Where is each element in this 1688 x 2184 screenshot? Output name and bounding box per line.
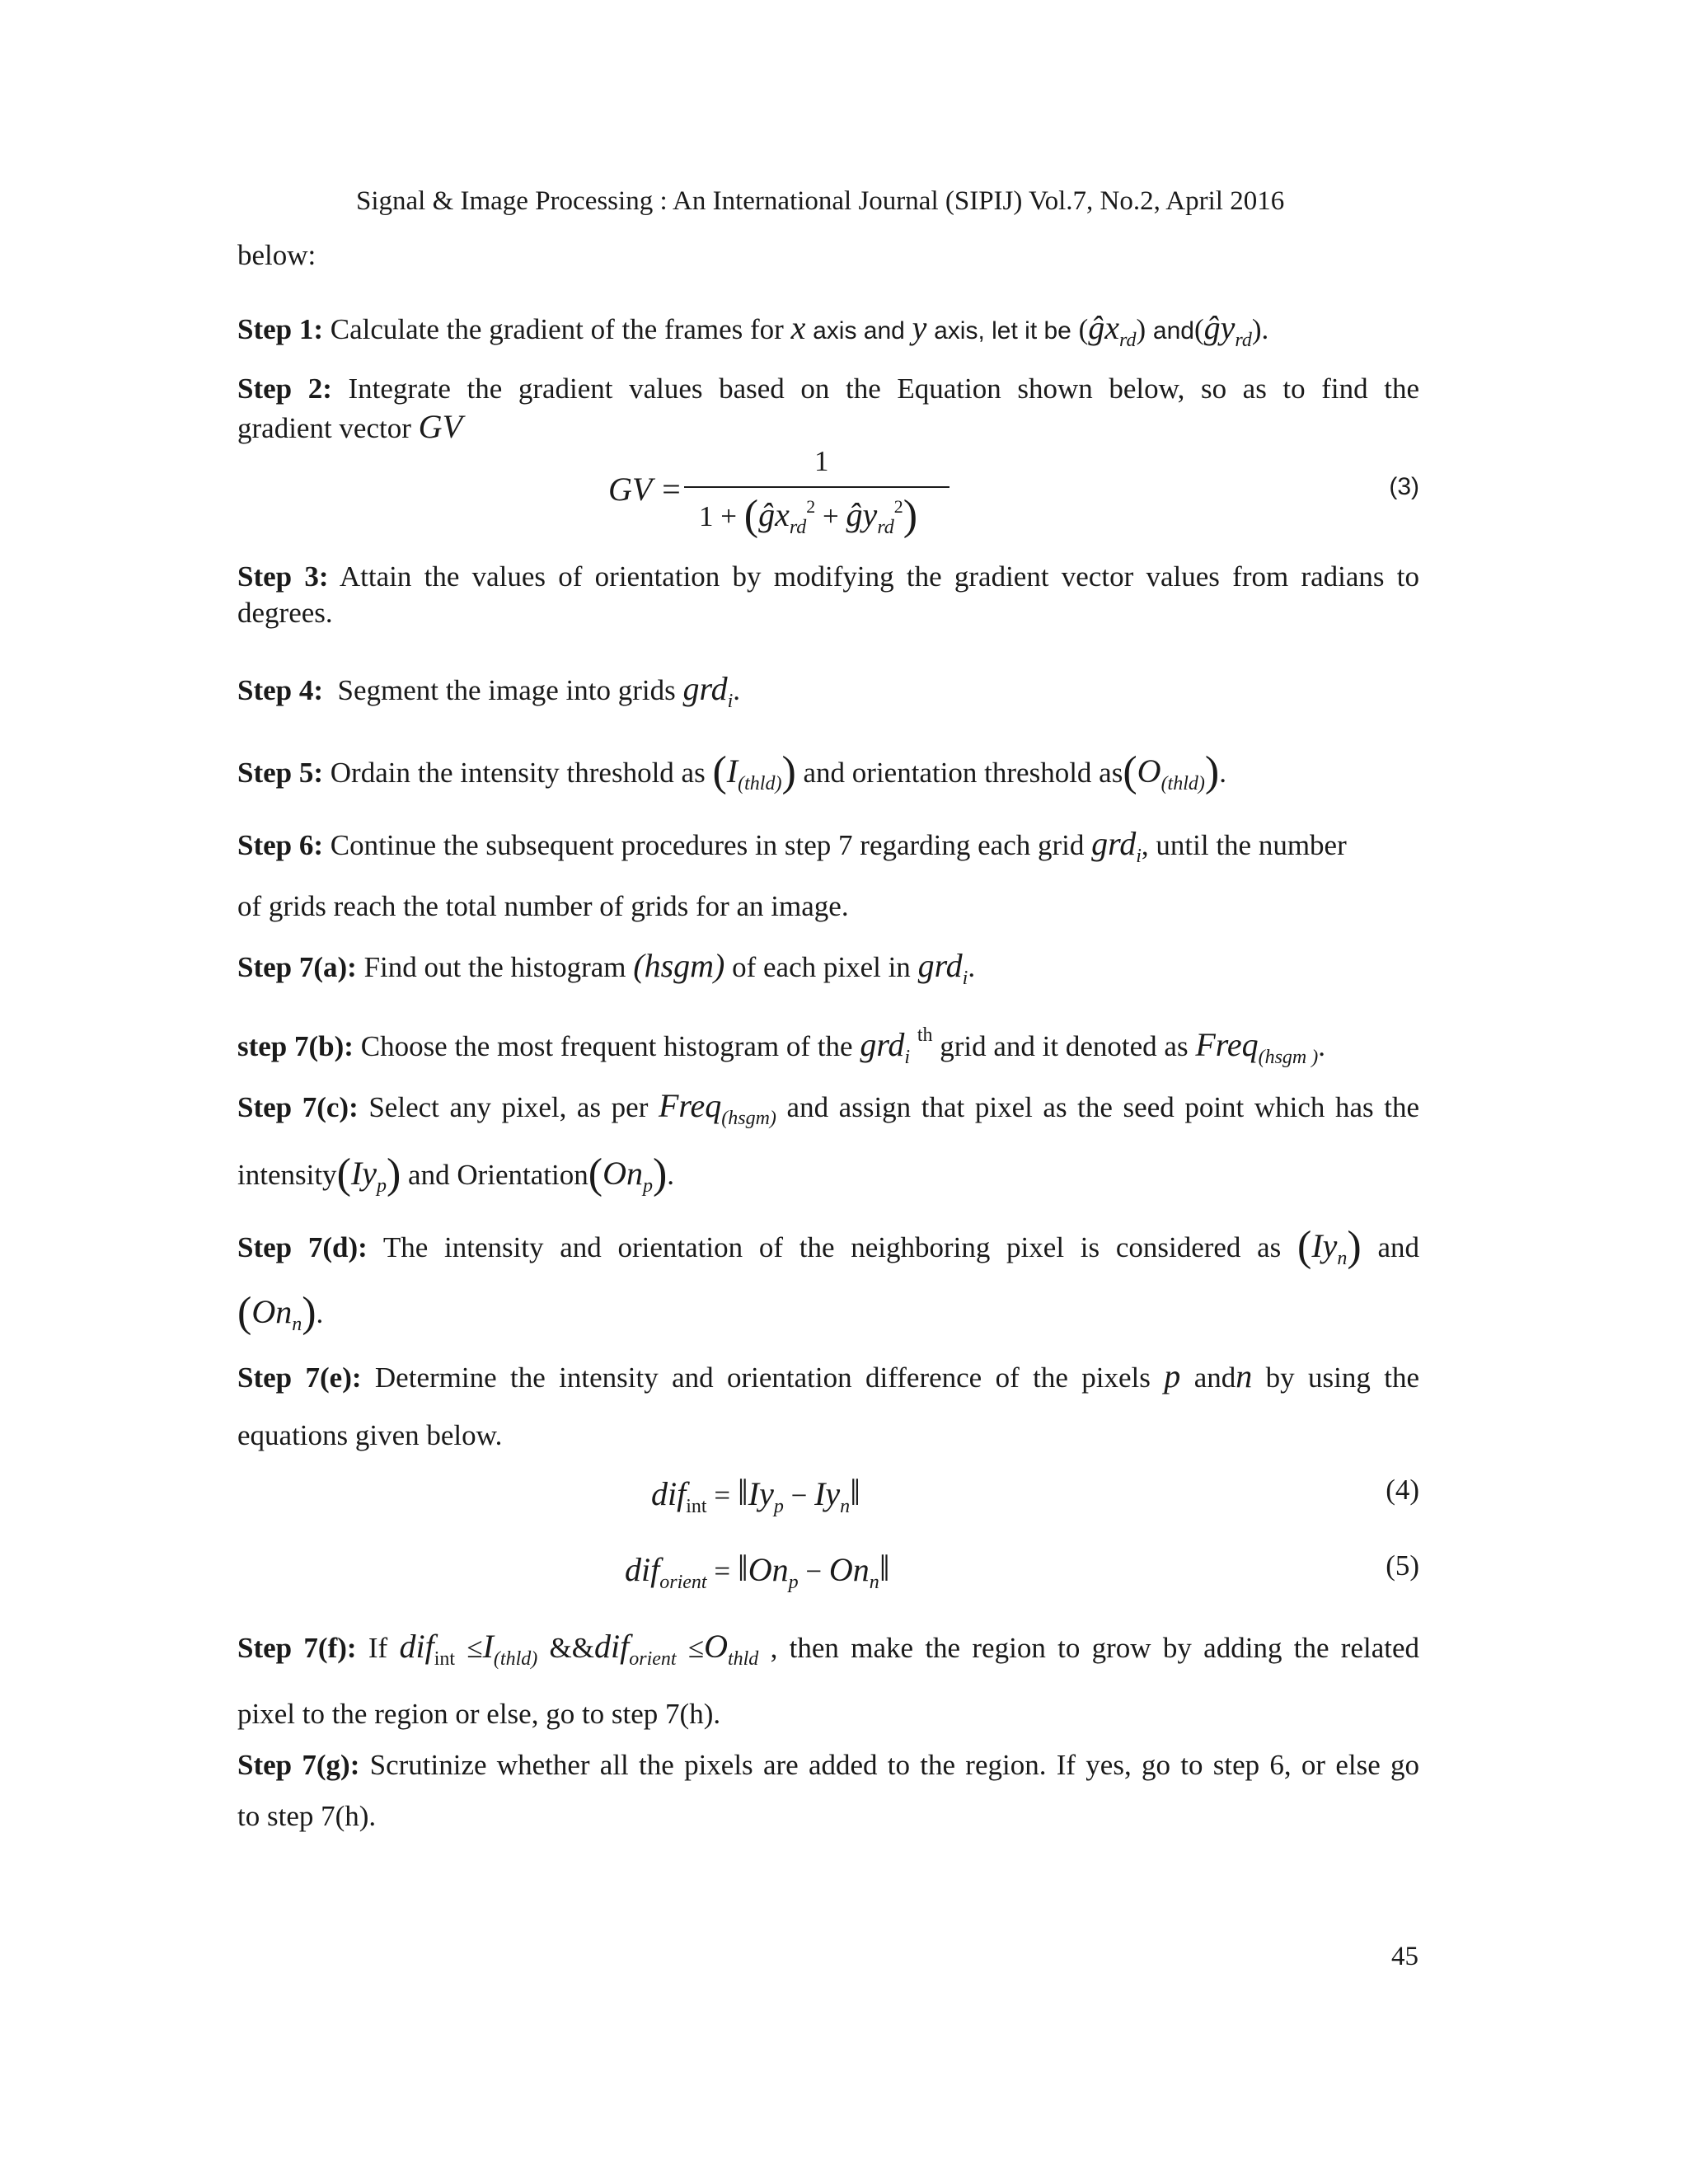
step-label: Step 7(e): (237, 1361, 362, 1394)
step-label: Step 4: (237, 674, 324, 706)
step-label: step 7(b): (237, 1030, 354, 1062)
page-number: 45 (1391, 1942, 1418, 1971)
eq-numerator: 1 (814, 445, 829, 477)
step-7c-line-2: $intensity(Iy_p)$ and $Orientation(On_p)$. (237, 1151, 675, 1197)
step-7e-line-2: equations given below. (237, 1419, 503, 1451)
step-label: Step 7(a): (237, 951, 357, 983)
step-7f-line-2: pixel to the region or else, go to step 7(h). (237, 1698, 721, 1730)
step-label: Step 2: (237, 373, 332, 405)
step-7d-line-2: $(On_n)$. (237, 1289, 324, 1336)
step-label: Step 3: (237, 560, 329, 593)
step-6-line-2: of grids reach the total number of grids for an image. (237, 890, 849, 922)
step-label: Step 7(f): (237, 1632, 357, 1664)
equation-5: $dif_{orient} = ‖On_p$ − $On_n‖$ (5) (625, 1547, 1419, 1593)
step-3-line-2: degrees. (237, 597, 333, 629)
step-5: Step 5: Ordain the intensity threshold as $(I_{(thld)})$ and orientation threshold $as(O_{(thld)})$. (237, 748, 1226, 795)
step-7d-line-1: Step 7(d): The intensity and orientation of the neighboring pixel is considered as $(Iy_n)$ and (237, 1223, 1420, 1270)
step-1: Step 1: Calculate the gradient of the frames for x axis and y axis, let it be $(ĝx_{rd})$ $and(ĝy_{rd})$. (237, 309, 1269, 351)
step-7a: Step 7(a): Find out the histogram (hsgm) of each pixel in grd$_i$. (237, 947, 976, 989)
step-7g-line-1: Step 7(g): Scrutinize whether all the pixels are added to the region. If yes, go to step 6, or else go (237, 1749, 1420, 1781)
intro-text: below: (237, 239, 316, 271)
step-2-line-2: gradient vector GV (237, 408, 462, 445)
equation-3 (608, 445, 1419, 552)
eq-number: (5) (1386, 1549, 1419, 1582)
eq-number: (3) (1389, 473, 1419, 500)
step-label: Step 7(g): (237, 1749, 360, 1781)
step-7f-line-1: Step 7(f): If $dif_{int} \le I_{(thld)}$ &&dif$_{orient}$ $\le O_{thld}$ , then make the region to grow by adding the related (237, 1628, 1420, 1670)
step-label: Step 7(d): (237, 1231, 368, 1263)
step-6-line-1: Step 6: Continue the subsequent procedures in step 7 regarding each grid grd$_i$, until the number (237, 825, 1347, 867)
step-7e-line-1: Step 7(e): Determine the intensity and orientation difference of the pixels p andn by using the (237, 1357, 1420, 1394)
step-label: Step 7(c): (237, 1091, 359, 1123)
step-7b: step 7(b): Choose the most frequent histogram of the grd$_i$ $^{th}$ grid and it denoted as Freq$_{(hsgm )}$. (237, 1024, 1325, 1068)
step-3-line-1: Step 3: Attain the values of orientation by modifying the gradient vector values from radians to (237, 560, 1419, 593)
step-label: Step 5: (237, 757, 324, 789)
eq-lhs: GV = (608, 471, 682, 508)
eq-number: (4) (1386, 1474, 1419, 1506)
equation-4: $dif_{int} = ‖Iy_p$ − $Iy_n‖$ (4) (651, 1471, 1419, 1517)
eq-denominator: $1 + (ĝx_{rd}^2$ + $ĝy_{rd}^2$) (699, 492, 918, 539)
fraction-bar (684, 486, 950, 488)
step-7c-line-1: Step 7(c): Select any pixel, as per Freq$_{(hsgm)}$ and assign that pixel as the seed point which has the (237, 1087, 1420, 1129)
step-label: Step 1: (237, 313, 324, 345)
step-4: Step 4: Segment the image into grids grd$_i$. (237, 670, 741, 712)
step-7g-line-2: to step 7(h). (237, 1800, 377, 1832)
step-2-line-1: Step 2: Integrate the gradient values based on the Equation shown below, so as to find the (237, 373, 1420, 405)
running-header: Signal & Image Processing : An International Journal (SIPIJ) Vol.7, No.2, April 2016 (356, 186, 1285, 216)
step-label: Step 6: (237, 829, 324, 861)
